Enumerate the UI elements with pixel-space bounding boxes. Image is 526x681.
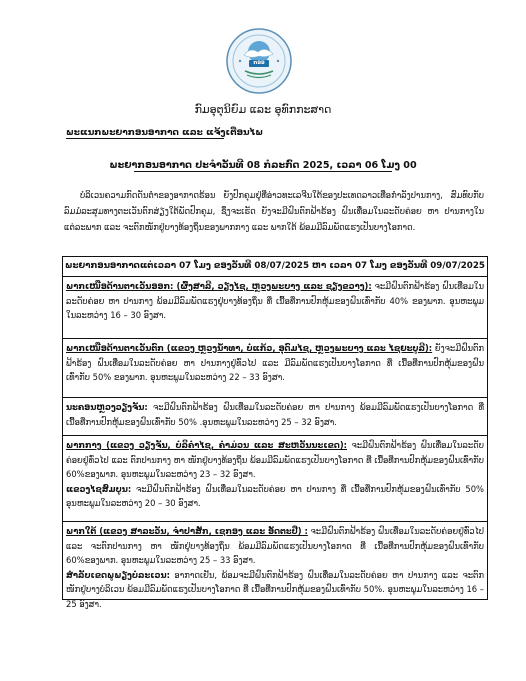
region-forecast-text: ຈະມີຝົນຕົກຟ້າຮ້ອງ ຝົນເທື່ອມໃນລະດັບຄ່ອຍ ຫາ ປານກາງ ພ້ອມມີລົມພັດແຮງເປັນບາງໂອກາດ ທີ່ ເນື້ອທີ່ການປົກຫຸ້ມຂອງຝົນເທົ່າກັບ 50% .ອຸນຫະພູມໃນລະຫວ່າງ 25 – 32 ອົງສາ.	[66, 402, 484, 427]
region-paragraph	[66, 438, 484, 482]
region-forecast-text: ອາກາດເຢັນ, ພ້ອມຈະມີຝົນຕົກຟ້າຮ້ອງ ຝົນເທື່ອມໃນລະດັບຄ່ອຍ ຫາ ປານກາງ ແລະ ຈະຕົກໜັກຢູ່ບາງບໍລິເວນ ພ້ອມມີລົມພັດແຮງເປັນບາງໂອກາດ ທີ່ ເນື້ອທີ່ການປົກຫຸ້ມຂອງຝົນເທົ່າກັບ 50%. ອຸນຫະພູມໃນລະຫວ່າງ 16 – 25 ອົງສາ.	[66, 569, 484, 609]
forecast-period: ພະຍາກອນອາກາດແຕ່ເວລາ 07 ໂມງ ຂອງວັນທີ 08/07/2025 ຫາ ເວລາ 07 ໂມງ ຂອງວັນທີ 09/07/2025	[63, 257, 487, 277]
region-forecast-text: ຈະມີຝົນຕົກຟ້າຮ້ອງ ຝົນເທື່ອມໃນລະດັບຄ່ອຍ ຫາ ປານກາງ ທີ່ ເນື້ອທີ່ການປົກຫຸ້ມຂອງຝົນເທົ່າກັບ 50% ອຸນຫະພູມໃນລະຫວ່າງ 20 – 30 ອົງສາ.	[66, 483, 484, 508]
region-paragraph	[66, 279, 484, 323]
region-forecast-text: ຈະມີຝົນຕົກຟ້າຮ້ອງ ຝົນເທື່ອມໃນລະດັບຄ່ອຍຢູ່ທົ່ວໄປ ແລະ ຕົກປານກາງ ຫາ ໜັກຢູ່ບາງທ້ອງຖິ່ນ ພ້ອມມີລົມພັດແຮງເປັນບາງໂອກາດ ທີ່ ເນື້ອທີ່ການປົກຫຸ້ມຂອງຝົນເທົ່າກັບ 60%ຂອງພາກ. ອຸນຫະພູມໃນລະຫວ່າງ 23 – 32 ອົງສາ.	[66, 440, 484, 479]
region-name: ນະຄອນຫຼວງວຽງຈັນ:	[66, 402, 148, 412]
region-paragraph	[66, 341, 484, 385]
region-paragraph	[66, 482, 484, 511]
department-title: ກົມອຸຕຸນິຍົມ ແລະ ອຸທົກກະສາດ	[194, 103, 332, 116]
region-paragraph	[66, 400, 484, 429]
region-northwest	[63, 339, 487, 398]
heading-underline	[134, 171, 392, 172]
region-name: ພາກເໜືອດ້ານຕາເວັນອອກ: (ຜົ້ງສາລີ, ວຽງໄຊ, ຫຼວງພະບາງ ແລະ ຊຽງຂວາງ):	[66, 281, 372, 291]
region-paragraph	[66, 568, 484, 612]
region-name: ແຂວງໄຊສົມບູນ:	[66, 483, 132, 494]
synoptic-intro: ບໍລິເວນຄວາມກົດດັນຕ່ຳຂອງອາກາດຮ້ອນ ຍັງປົກຄຸມຢູ່ທີ່ອ່າວທະເລຈີນໃຕ້ຂອງປະເທດລາວເທື່ອກ່ຳລັງປານກາງ, ສົມທົບກັບລົມມໍລະສຸມທາງຕະເວັນຕົກສ່ຽງໃຕ້ພັດປົກຄຸມ, ຊຶ່ງຈະເຮັດ ຍັງຈະມີຝົນຕົກຟ້າຮ້ອງ ຝົນເທື່ອມໃນລະດັບຄ່ອຍ ຫາ ປານກາງໃນແຕ່ລະພາກ ແລະ ຈະຕົກໜັກຢູ່ບາງທ້ອງຖິ່ນຂອງພາກກາງ ແລະ ພາກໃຕ້ ພ້ອມມີລົມພັດແຮງເປັນບາງໂອກາດ.	[64, 190, 484, 232]
logo-text: ກອອ	[253, 60, 265, 66]
region-forecast-text: ຍັງຈະມີຝົນຕົກຟ້າຮ້ອງ ຝົນເທື່ອມໃນລະດັບຄ່ອຍ ຫາ ປານກາງຢູ່ທົ່ວໄປ ແລະ ມີລົມພັດແຮງເປັນບາງໂອກາດ ທີ່ ເນື້ອທີ່ການປົກຫຸ້ມຂອງຝົນເທົ່າກັບ 50% ຂອງພາກ. ອຸນຫະພູມໃນລະຫວ່າງ 22 – 33 ອົງສາ.	[66, 343, 484, 382]
region-south	[63, 522, 487, 609]
region-name: ພາກກາງ (ແຂວງ ວຽງຈັນ, ບໍລິຄຳໄຊ, ຄຳມ່ວນ ແລະ ສະຫວັນນະເຂດ):	[66, 440, 347, 450]
subtitle-underline	[66, 138, 224, 139]
region-vientiane-capital	[63, 398, 487, 436]
division-subtitle: ພະແນກພະຍາກອນອາກາດ ແລະ ແຈ້ງເຕືອນໄພ	[66, 128, 264, 138]
forecast-table	[62, 256, 488, 609]
region-name: ສຳລັບເຂດພູພຽງບໍລະເວນ:	[66, 569, 170, 580]
region-name: ພາກເໜືອດ້ານຕາເວັນຕົກ (ແຂວງ ຫຼວງນ້ຳທາ, ບໍ່ແກ້ວ, ອຸດົມໄຊ, ຫຼວງພະບາງ ແລະ ໄຊຍະບູລີ):	[66, 343, 433, 353]
region-paragraph	[66, 524, 484, 568]
region-forecast-text: ຈະມີຝົນຕົກຟ້າຮ້ອງ ຝົນເທື່ອມໃນລະດັບຄ່ອຍຢູ່ທົ່ວໄປ ແລະ ຈະຕົກປານກາງ ຫາ ໜັກຢູ່ບາງທ້ອງຖິ່ນ ພ້ອມມີລົມພັດແຮງເປັນບາງໂອກາດ ທີ່ ເນື້ອທີ່ການປົກຫຸ້ມຂອງຝົນເທົ່າກັບ 60%ຂອງພາກ. ອຸນຫະພູມໃນລະຫວ່າງ 25 – 33 ອົງສາ.	[66, 526, 485, 565]
region-forecast-text: ຈະມີຝົນຕົກຟ້າຮ້ອງ ຝົນເທື່ອມໃນລະດັບຄ່ອຍ ຫາ ປານກາງ ພ້ອມມີລົມພັດແຮງຢູ່ບາງທ້ອງຖິ່ນ ທີ່ ເນື້ອທີ່ການປົກຫຸ້ມຂອງຝົນເທົ່າກັບ 40% ຂອງພາກ. ອຸນຫະພູມໃນລະຫວ່າງ 16 – 30 ອົງສາ.	[66, 281, 484, 320]
forecast-heading: ພະຍາກອນອາກາດ ປະຈຳວັນທີ 08 ກໍລະກົດ 2025, ເວລາ 06 ໂມງ 00	[109, 160, 417, 171]
region-name: ພາກໃຕ້ (ແຂວງ ສາລະວັນ, ຈຳປາສັກ, ເຊກອງ ແລະ ອັດຕະປື) :	[66, 526, 308, 536]
region-central	[63, 436, 487, 522]
department-logo	[226, 28, 292, 94]
region-northeast	[63, 277, 487, 339]
